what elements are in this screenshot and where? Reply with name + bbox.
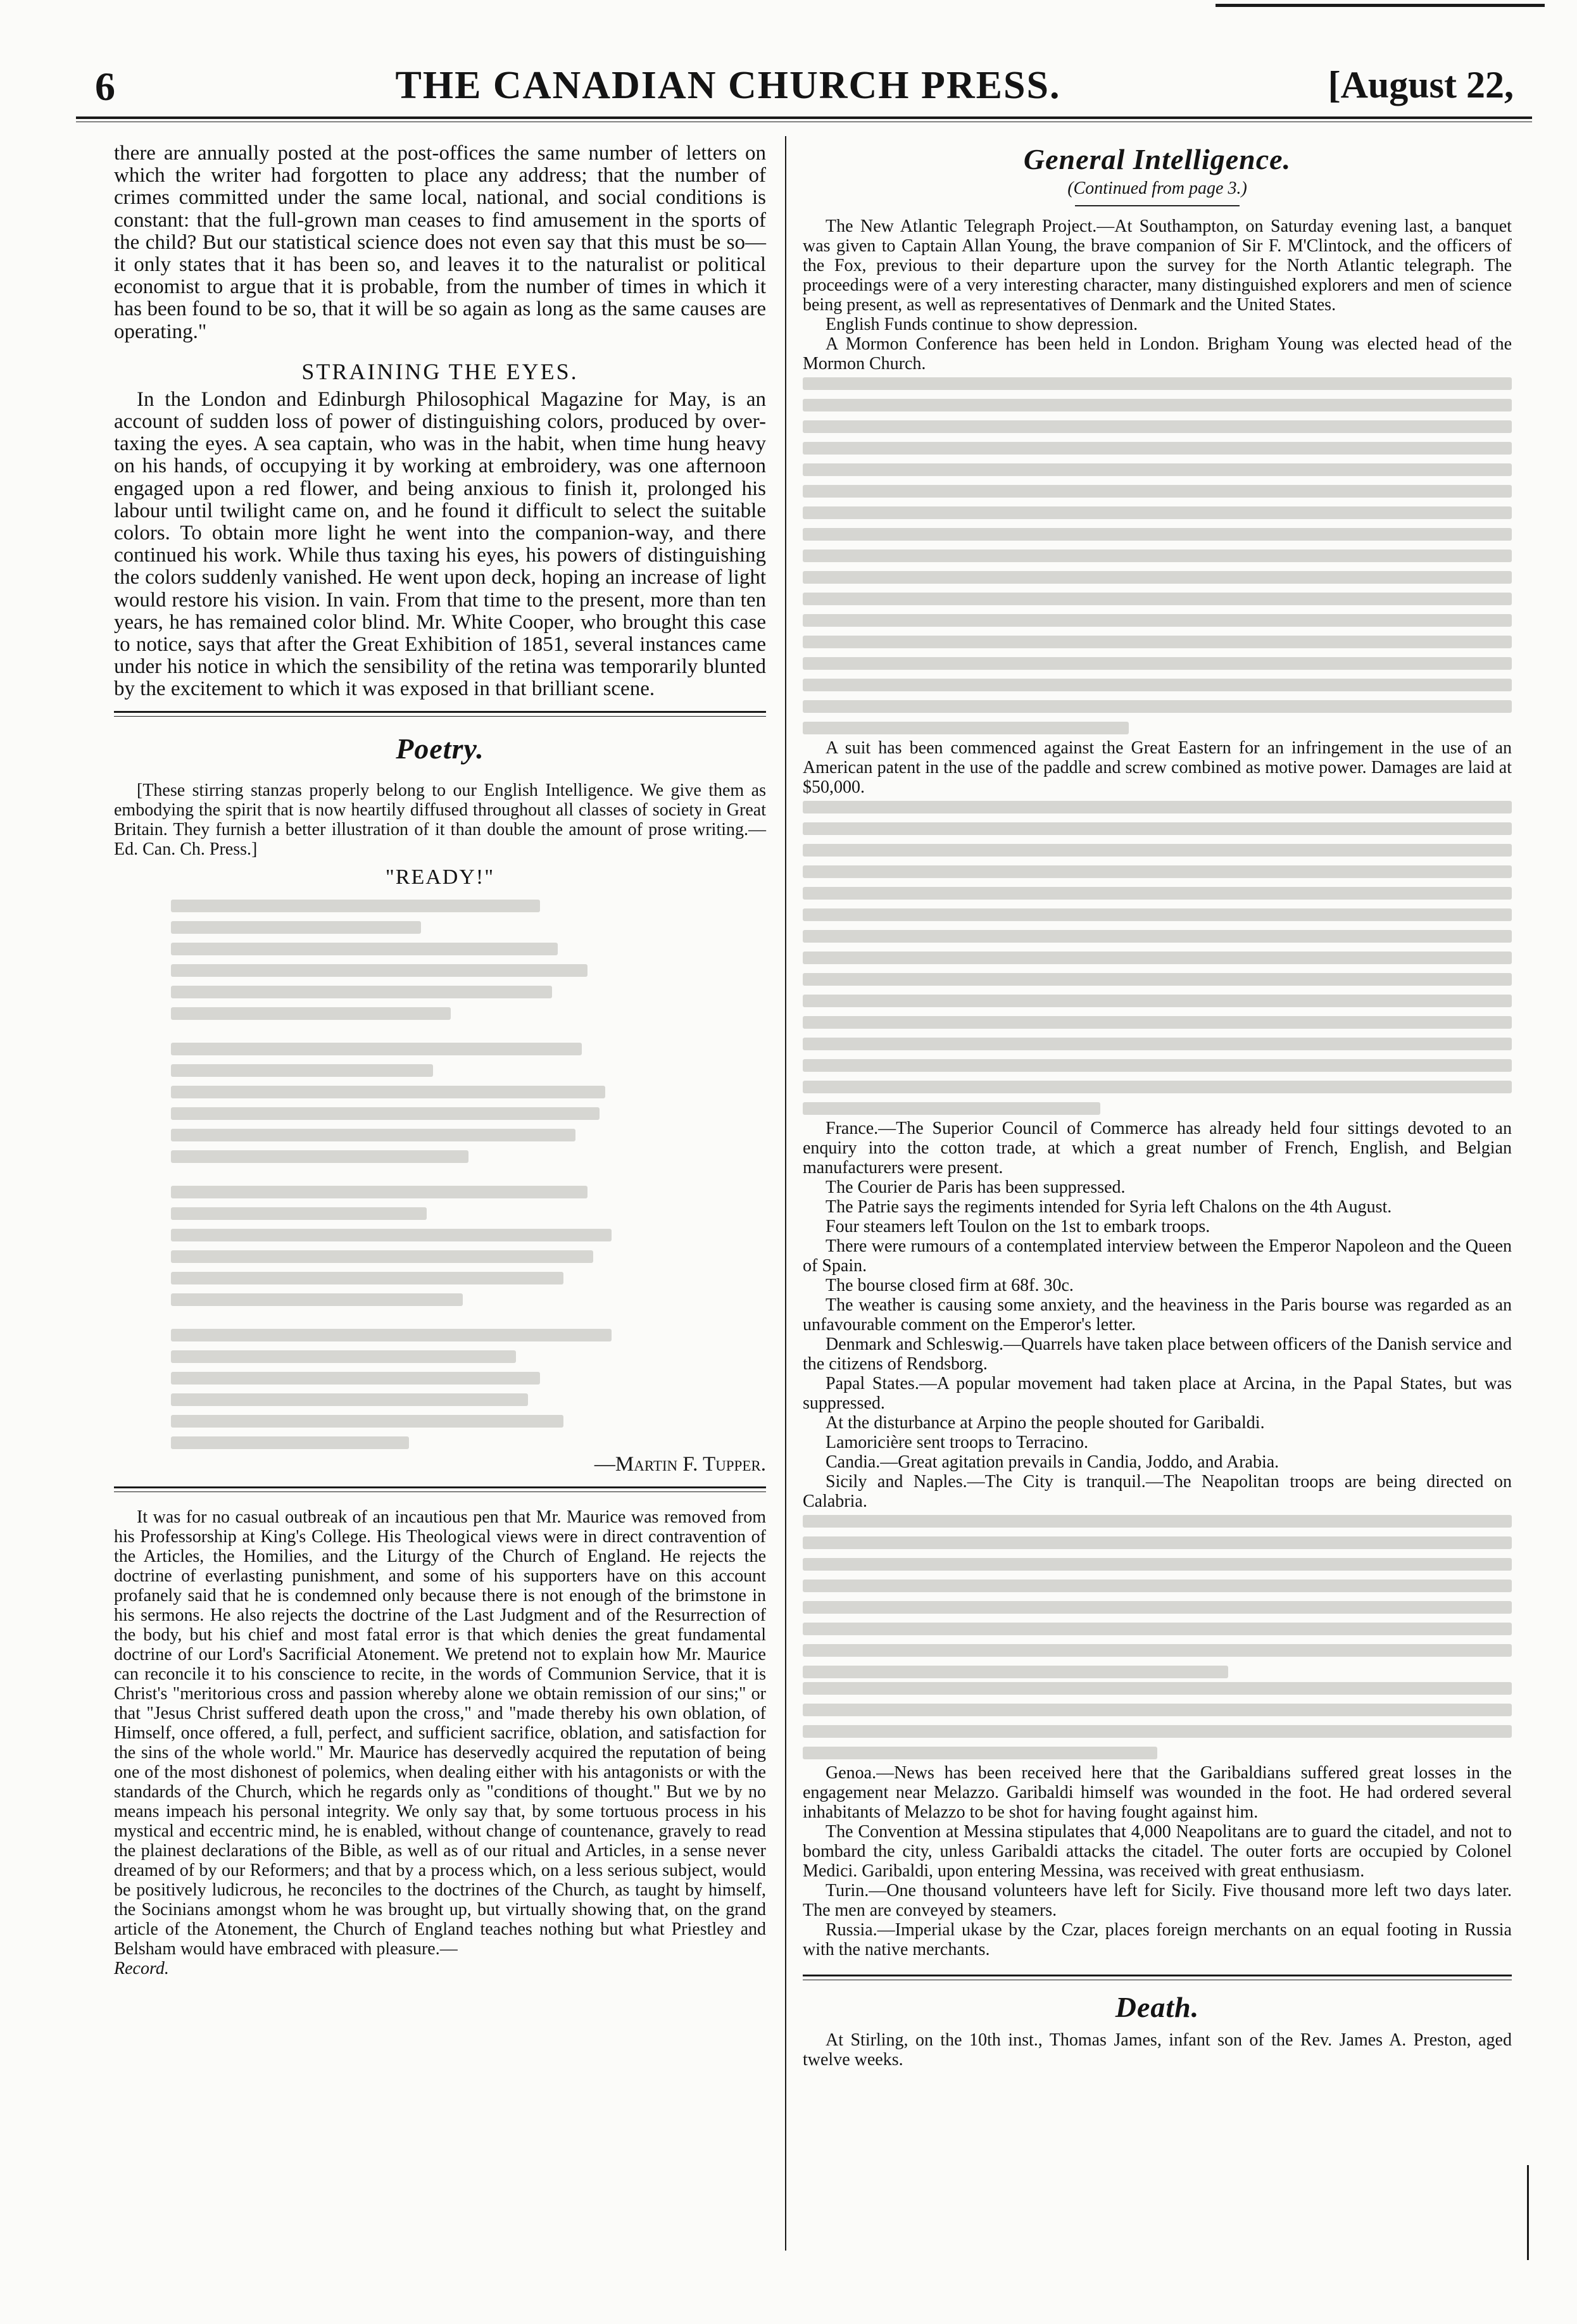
right-edge-mark: [1527, 2165, 1529, 2260]
straining-paragraph: In the London and Edinburgh Philosophical Magazine for May, is an account of sudden loss of power of distinguishing colors, produced by over-taxing the eyes. A sea captain, who was in the habit, when time hung heavy on his hands, of occupying it by working at embroidery, was one afternoon engaged upon a red flower, and being anxious to finish it, prolonged his labour until twilight came on, and he found it difficult to select the suitable colors. To obtain more light he went into the companion-way, and there continued his work. While thus taxing his eyes, his powers of distinguishing the colors suddenly vanished. He went upon deck, hoping an increase of light would restore his vision. In vain. From that time to the present, more than ten years, he has remained color blind. Mr. White Cooper, who brought this case to notice, says that after the Great Exhibition of 1851, several instances came under his notice in which the sensibility of the retina was temporarily blunted by the excitement to which it was exposed in that brilliant scene.: [114, 387, 766, 701]
news-item: The Patrie says the regiments intended for Syria left Chalons on the 4th August.: [826, 1197, 1392, 1217]
news-item: A suit has been commenced against the Great Eastern for an infringement in the use of an American patent in the use of the paddle and screw combined as motive power. Damages are laid at $50,000.: [803, 738, 1512, 797]
section-divider: [114, 711, 766, 717]
news-item: English Funds continue to show depression.: [826, 315, 1138, 334]
section-divider: [803, 1975, 1512, 1980]
issue-date: [August 22,: [1328, 64, 1514, 106]
news-item: The New Atlantic Telegraph Project.—At Southampton, on Saturday evening last, a banquet was given to Captain Allan Young, the brave companion of Sir F. M'Clintock, and the officers of the Fox, previous to their departure upon the survey for the North Atlantic telegraph. The proceedings were of a very interesting character, many distinguished explorers and men of science being present, as well as representatives of Denmark and the United States.: [803, 217, 1512, 315]
news-item: A Mormon Conference has been held in London. Brigham Young was elected head of the Mormon Church.: [803, 334, 1512, 374]
news-item: Papal States.—A popular movement had taken place at Arcina, in the Papal States, but was suppressed.: [803, 1374, 1512, 1413]
news-item: The weather is causing some anxiety, and the heaviness in the Paris bourse was regarded as an unfavourable comment on the Emperor's letter.: [803, 1295, 1512, 1335]
left-column: [114, 142, 766, 1978]
news-item: Candia.—Great agitation prevails in Candia, Joddo, and Arabia.: [826, 1452, 1279, 1472]
poem-stanza: [114, 1186, 766, 1306]
poem-stanza: [114, 900, 766, 1020]
news-item: The Convention at Messina stipulates that 4,000 Neapolitans are to guard the citadel, and not to bombard the city, unless Garibaldi attacks the citadel. The outer forts are occupied by Colonel Medici. Garibaldi, upon entering Messina, was received with great enthusiasm.: [803, 1822, 1512, 1881]
poetry-editor-note: [These stirring stanzas properly belong to our English Intelligence. We give them as embodying the spirit that is now heartily diffused throughout all classes of society in Great Britain. They furnish a better illustration of it than double the amount of prose writing.—Ed. Can. Ch. Press.]: [114, 780, 766, 859]
news-item-illegible: [803, 1515, 1512, 1678]
news-item: Denmark and Schleswig.—Quarrels have taken place between officers of the Danish service and the citizens of Rendsborg.: [803, 1335, 1512, 1374]
general-intelligence-heading: General Intelligence.: [1023, 143, 1291, 175]
news-item: The bourse closed firm at 68f. 30c.: [826, 1276, 1074, 1295]
column-divider: [785, 136, 786, 2251]
death-notice: At Stirling, on the 10th inst., Thomas James, infant son of the Rev. James A. Preston, aged twelve weeks.: [803, 2030, 1512, 2070]
straining-heading: STRAINING THE EYES.: [301, 358, 579, 384]
news-item: France.—The Superior Council of Commerce has already held four sittings devoted to an enquiry into the cotton trade, at which a great number of French, English, and Belgian manufacturers were present.: [803, 1119, 1512, 1178]
poem-signature: —Martin F. Tupper.: [594, 1452, 766, 1476]
section-divider: [114, 1486, 766, 1492]
news-item: Russia.—Imperial ukase by the Czar, places foreign merchants on an equal footing in Russia with the native merchants.: [803, 1920, 1512, 1959]
header-rule: [76, 116, 1532, 119]
page-number: 6: [95, 64, 115, 109]
poem-title: "READY!": [385, 865, 495, 889]
news-item: Genoa.—News has been received here that the Garibaldians suffered great losses in the engagement near Melazzo. Garibaldi himself was wounded in the foot. He had ordered several inhabitants of Melazzo to be shot for having fought against him.: [803, 1763, 1512, 1822]
right-column: [803, 142, 1512, 2070]
news-item-illegible: [803, 801, 1512, 1115]
maurice-source: Record.: [114, 1958, 169, 1978]
top-rule: [1216, 4, 1545, 7]
continued-note: (Continued from page 3.): [1067, 179, 1247, 198]
news-item: Lamoricière sent troops to Terracino.: [826, 1433, 1089, 1452]
maurice-paragraph: It was for no casual outbreak of an incautious pen that Mr. Maurice was removed from his Professorship at King's College. His Theological views were in direct contravention of the Articles, the Homilies, and the Liturgy of the Church of England. He rejects the doctrine of everlasting punishment, and some of his supporters have on this account profanely said that he is condemned only because there is not enough of the brimstone in his sermons. He also rejects the doctrine of the Last Judgment and of the Resurrection of the body, but his chief and most fatal error is that which denies the great fundamental doctrine of our Lord's Sacrificial Atonement. We pretend not to explain how Mr. Maurice can reconcile it to his conscience to recite, in the words of Communion Service, that it is Christ's "meritorious cross and passion whereby alone we obtain remission of our sins;" or that "Jesus Christ suffered death upon the cross," and "made thereby his own oblation, of Himself, once offered, a full, perfect, and sufficient sacrifice, oblation, and satisfaction for the sins of the whole world." Mr. Maurice has deservedly acquired the reputation of being one of the most dishonest of polemics, when dealing either with his antagonists or with the standards of the Church, which he regards only as "conditions of thought." But we by no means impeach his personal integrity. We only say that, by some tortuous process in his mystical and eccentric mind, he is enabled, without change of countenance, gravely to read the plainest declarations of the Bible, as well as of our ritual and Articles, in a sense never dreamed of by our Reformers; and that by a process which, on a less serious subject, would be positively ludicrous, he reconciles to the doctrines of the Church, as taught by himself, the Socinians amongst whom he was brought up, but virtually showing that, on the grand article of the Atonement, the Church of England teaches nothing but what Priestley and Belsham would have embraced with pleasure.—: [114, 1507, 766, 1959]
poem-stanza: [114, 1329, 766, 1449]
news-item: The Courier de Paris has been suppressed.: [826, 1178, 1126, 1197]
news-item: Turin.—One thousand volunteers have left for Sicily. Five thousand more left two days later. The men are conveyed by steamers.: [803, 1881, 1512, 1920]
poetry-heading: Poetry.: [396, 732, 484, 765]
poem-stanza: [114, 1043, 766, 1163]
news-item-illegible: [803, 1682, 1512, 1759]
news-item-illegible: [803, 377, 1512, 734]
intro-paragraph: there are annually posted at the post-offices the same number of letters on which the writer had forgotten to place any address; that the number of crimes committed under the same local, national, and social conditions is constant: that the full-grown man ceases to find amusement in the sports of the child? But our statistical science does not even say that this must be so—it only states that it has been so, and leaves it to the naturalist or political economist to argue that it is probable, from the number of times in which it has been found to be so, that it will be so again as long as the same causes are operating.": [114, 142, 766, 343]
news-item: There were rumours of a contemplated interview between the Emperor Napoleon and the Queen of Spain.: [803, 1236, 1512, 1276]
newspaper-title: THE CANADIAN CHURCH PRESS.: [395, 64, 1061, 107]
news-item: Sicily and Naples.—The City is tranquil.—The Neapolitan troops are being directed on Calabria.: [803, 1472, 1512, 1511]
news-item: At the disturbance at Arpino the people shouted for Garibaldi.: [826, 1413, 1265, 1433]
death-heading: Death.: [1115, 1991, 1200, 2023]
news-item: Four steamers left Toulon on the 1st to embark troops.: [826, 1217, 1210, 1236]
